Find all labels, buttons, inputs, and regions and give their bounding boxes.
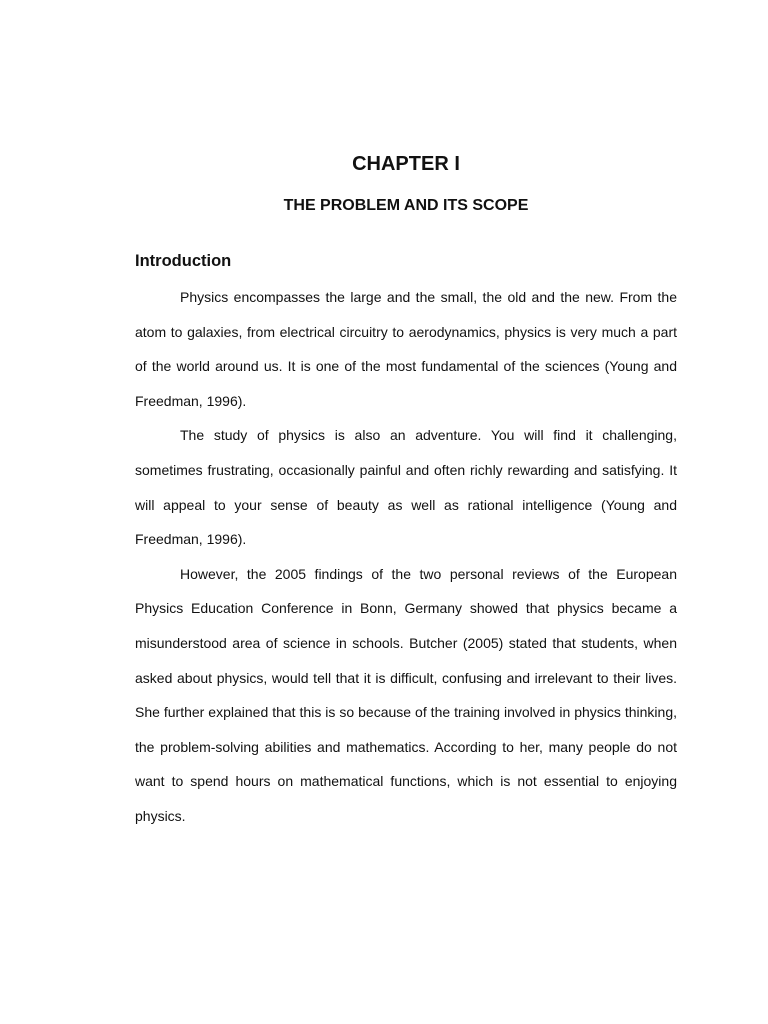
body-text <box>135 280 677 834</box>
chapter-title: CHAPTER I <box>352 153 460 175</box>
subsection-title: Introduction <box>135 252 232 270</box>
paragraph: The study of physics is also an adventure. You will find it challenging, sometimes frustrating, occasionally painful and often richly rewarding and satisfying. It will appeal to your sense of beauty as well as rational intelligence (Young and Freedman, 1996). <box>135 427 677 548</box>
paragraph: Physics encompasses the large and the small, the old and the new. From the atom to galaxies, from electrical circuitry to aerodynamics, physics is very much a part of the world around us. It is one of the most fundamental of the sciences (Young and Freedman, 1996). <box>135 289 677 409</box>
paragraph: However, the 2005 findings of the two personal reviews of the European Physics Education Conference in Bonn, Germany showed that physics became a misunderstood area of science in schools. Butcher (2005) stated that students, when asked about physics, would tell that it is difficult, confusing and irrelevant to their lives. She further explained that this is so because of the training involved in physics thinking, the problem-solving abilities and mathematics. According to her, many people do not want to spend hours on mathematical functions, which is not essential to enjoying physics. <box>135 565 677 824</box>
section-title: THE PROBLEM AND ITS SCOPE <box>283 197 529 214</box>
